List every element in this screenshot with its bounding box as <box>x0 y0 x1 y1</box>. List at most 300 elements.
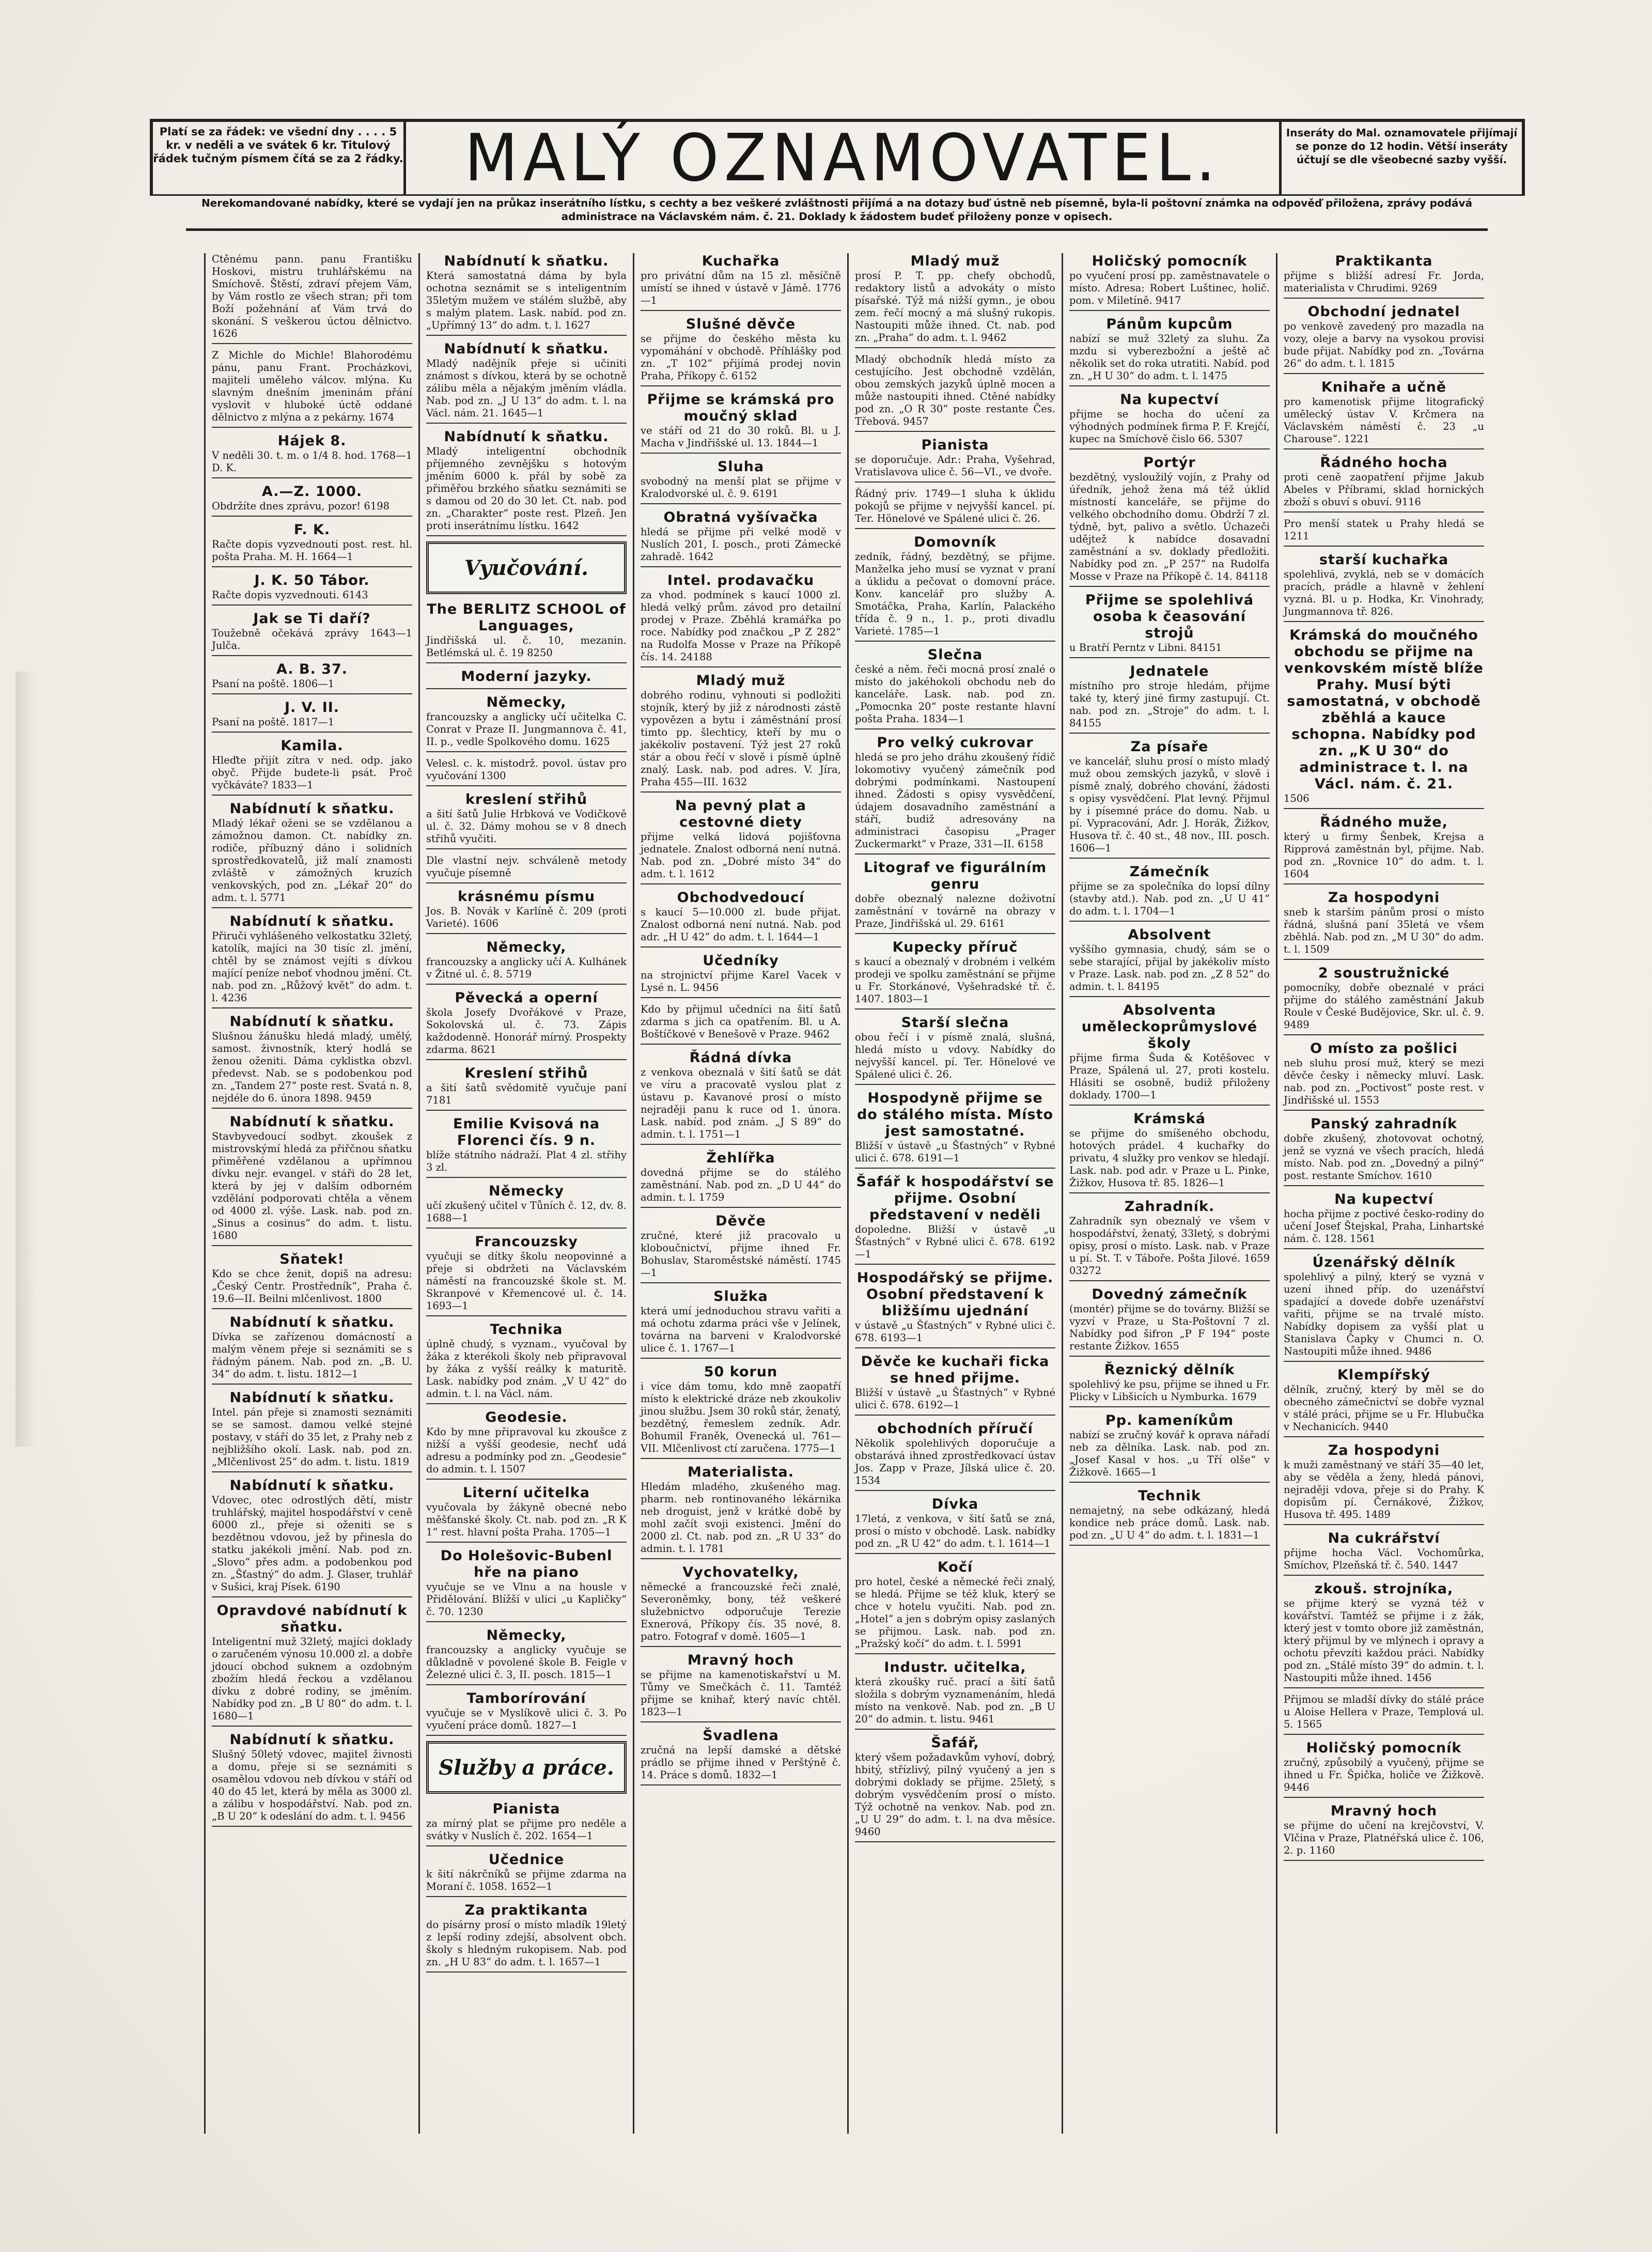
classified-ad <box>426 855 627 883</box>
ad-body: Toužebně očekává zprávy 1643—1 Julča. <box>212 627 412 651</box>
classified-ad <box>855 1174 1055 1265</box>
ad-body: hledá se přijme při velké modě v Nuslích 201, I. posch., proti Zámecké zahradě. 1642 <box>641 526 841 563</box>
ad-body: sneb k starším pánům prosí o místo řádná, slušná paní 35letá ve všem zběhlá. Nab. pod zn. „M U 30“ do adm. t. l. 1509 <box>1284 906 1484 955</box>
ad-headline: Řádného hocha <box>1320 455 1448 471</box>
classified-ad <box>426 1852 627 1897</box>
classified-ad <box>1284 1191 1484 1249</box>
ad-body: dovedná přijme se do stálého zaměstnání. Nab. pod zn. „D U 44“ do admin. t. l. 1759 <box>641 1167 841 1203</box>
ad-headline: Dívka <box>931 1496 979 1512</box>
classified-ad <box>426 1116 627 1178</box>
ad-body: francouzsky a anglicky vyučuje se důkladně v povolené škole B. Feigle v Železné ulici č. 3, II. posch. 1815—1 <box>426 1644 627 1681</box>
classified-ad <box>212 433 412 478</box>
classified-ad <box>1284 552 1484 622</box>
ad-headline: Hájek 8. <box>277 433 347 449</box>
ad-body: Slušnou žánušku hledá mladý, umělý, samost. živnostník, který hodlá se ženou oženiti. Dáma cyklistka obzvl. předevst. Nab. se s podobenkou pod zn. „Tandem 27“ poste rest. Svatá n. 8, nejdéle do 6. února 1898. 9459 <box>212 1030 412 1104</box>
classified-ad <box>1069 927 1270 997</box>
ad-headline: The BERLITZ SCHOOL of Languages, <box>427 601 626 634</box>
ad-body: proti ceně zaopatření přijme Jakub Abeles v Příbrami, sklad hornických zboží s obuví s obuví. 9116 <box>1284 471 1484 508</box>
classified-ad <box>641 572 841 667</box>
ad-body: Vdovec, otec odrostlých dětí, mistr truhlářský, majitel hospodářství v ceně 6000 zl., přeje si oženiti se s bezdětnou vdovou, jež by přinesla do statku jakékoli jmění. Nab. pod zn. „Slovo“ přes adm. a podobenkou pod zn. „Šťastný“ do adm. J. Glaser, truhlář v Sušici, kraj Písek. 6190 <box>212 1494 412 1593</box>
ad-body: nabízí se zručný kovář k oprava nářadí neb za dělníka. Lask. nab. pod zn. „Josef Kasal v hos. „u Tří olše“ v Žižkově. 1665—1 <box>1069 1429 1270 1478</box>
ad-headline: Za písaře <box>1130 739 1209 755</box>
classified-ad <box>641 1003 841 1045</box>
classified-ad <box>855 488 1055 529</box>
ad-body: Psaní na poště. 1817—1 <box>212 716 335 728</box>
ad-body: Mladý nadějník přeje si učiniti známost s dívkou, která by se ochotně zálibu měla a nějakým jměním vládla. Nab. pod zn. „J U 13“ do adm. t. l. na Václ. nám. 21. 1645—1 <box>426 358 627 419</box>
ad-body: blíže státního nádraží. Plat 4 zl. střihy 3 zl. <box>426 1149 627 1173</box>
ad-body: Dle vlastní nejv. schváleně metody vyučuje písemně <box>426 855 627 879</box>
ad-body: 17letá, z venkova, v šití šatů se zná, prosí o místo v obchodě. Lask. nabídky pod zn. „R U 42“ do adm. t. l. 1614—1 <box>855 1513 1055 1549</box>
classified-ad <box>855 1659 1055 1730</box>
classified-ad <box>855 1496 1055 1554</box>
ad-body: pro kamenotisk přijme litografický umělecký ústav V. Krčmera na Václavském náměstí č. 23 „u Charouse“. 1221 <box>1284 396 1484 445</box>
classified-ad <box>426 939 627 985</box>
ad-body: prosí P. T. pp. chefy obchodů, redaktory listů a advokáty o místo písařské. Týž má nižší gymn., je obou zem. řečí mocný a má slušný rukopis. Nastoupiti může ihned. Ct. nab. pod zn. „Praha“ do adm. t. l. 9462 <box>855 270 1055 344</box>
classified-ad <box>1284 1740 1484 1798</box>
insertion-notice: Inseráty do Mal. oznamovatele přijímají se ponze do 12 hodin. Větší inseráty účtují se dle všeobecné sazby vyšší. <box>1279 122 1522 194</box>
ad-headline: Nabídnutí k sňatku. <box>229 913 395 929</box>
ad-headline: Starší slečna <box>901 1015 1009 1031</box>
ad-body: úplně chudý, s vyznam., vyučoval by žáka z kterékoli školy neb připravoval by žáka z vyšší reálky k maturitě. Lask. nabídky pod znám. „V U 42“ do admin. t. l. na Václ. nám. <box>426 1338 627 1400</box>
classified-ad <box>855 1090 1055 1169</box>
ad-body: přijme se za společníka do lopsí dílny (stavby atd.). Nab. pod zn. „U U 41“ do adm. t. l. 1704—1 <box>1069 880 1270 917</box>
classified-ad <box>1069 1488 1270 1546</box>
ad-headline: Mravný hoch <box>687 1652 794 1668</box>
ad-body: Jos. B. Novák v Karlíně č. 209 (proti Varieté). 1606 <box>426 905 627 929</box>
ad-headline: Za hospodyni <box>1328 1442 1440 1458</box>
ad-headline: 2 soustružnické <box>1318 965 1450 981</box>
ad-headline: Technik <box>1138 1488 1201 1504</box>
ad-headline: F. K. <box>293 522 331 538</box>
classified-ad <box>641 1464 841 1559</box>
ad-headline: Na kupectví <box>1120 392 1219 408</box>
classified-ad <box>1069 864 1270 922</box>
ad-body: který všem požadavkům vyhoví, dobrý, hbitý, střízlivý, pilný vyučený a jen s dobrými doklady se přijme. 25letý, s dobrým vysvědčením prosí o místo. Týž ochotně na venkov. Nab. pod zn. „U U 29“ do adm. t. l. na dva měsíce. 9460 <box>855 1751 1055 1838</box>
ad-headline: Tamborírování <box>466 1690 586 1706</box>
page-title: MALÝ OZNAMOVATEL. <box>464 120 1221 196</box>
classified-ad <box>212 801 412 908</box>
classified-ad <box>426 1065 627 1111</box>
ad-headline: Přijme se spolehlivá osoba k čeasování strojů <box>1085 592 1254 641</box>
ad-body: obou řečí i v písmě znalá, slušná, hledá místo u vdovy. Nabídky do nejvyšší kancel. pí. Ter. Hönelové ve Spálené ulici č. 26. <box>855 1031 1055 1080</box>
ad-headline: 50 korun <box>704 1364 778 1380</box>
classified-ad <box>1069 1362 1270 1407</box>
ad-body: se doporučuje. Adr.: Praha, Vyšehrad, Vratislavova ulice č. 56—VI., ve dvoře. <box>855 454 1055 478</box>
classified-ad <box>212 611 412 656</box>
ad-body: Intel. pán přeje si znamosti seznámiti se se samost. damou velké stejné postavy, v stáří do 35 let, z Prahy neb z nejbližšího okolí. Lask. nab. pod zn. „Mlčenlivost 25“ do adm. t. listu. 1819 <box>212 1406 412 1468</box>
ad-body: Dívka se zařízenou domácností a malým věnem přeje si seznámiti se s řádným pánem. Nab. pod zn. „B. U. 34“ do adm. t. listu. 1812—1 <box>212 1331 412 1380</box>
ad-headline: Kuchařka <box>702 253 780 269</box>
ad-body: Pro menší statek u Prahy hledá se 1211 <box>1284 518 1484 542</box>
classified-ad <box>1284 455 1484 512</box>
classified-ad <box>426 1902 627 1973</box>
ad-headline: Nabídnutí k sňatku. <box>229 1314 395 1330</box>
classified-ad <box>855 860 1055 934</box>
ad-headline: Za hospodyni <box>1328 890 1440 906</box>
ad-body: dobře obeznalý nalezne doživotní zaměstnání v továrně na obrazy v Praze, Jindřišská ul. 29. 6161 <box>855 893 1055 929</box>
ad-body: zedník, řádný, bezdětný, se přijme. Manželka jeho musí se vyznat v praní a úklidu a pečovat o domovní práce. Konv. kancelář pro služby A. Smotáčka, Praha, Karlín, Palackého třída č. 9 n., 1. p., proti divadlu Varieté. 1785—1 <box>855 551 1055 637</box>
ad-headline: Pianista <box>921 437 989 453</box>
classified-ad <box>212 484 412 517</box>
ad-headline: Zahradník. <box>1124 1199 1215 1215</box>
ad-headline: Kupecky příruč <box>892 939 1018 955</box>
ad-body: dělník, zručný, který by měl se do obecného zámečnictví se dobře vyznal v stálé práci, přijme se u Fr. Hlubučka v Nechanicích. 9440 <box>1284 1384 1484 1433</box>
ad-body: Jindřišská ul. č. 10, mezanin. Betlémská ul. č. 19 8250 <box>426 634 627 659</box>
classified-ad <box>212 1390 412 1472</box>
ad-headline: Řádného muže, <box>1320 814 1448 830</box>
classified-ad <box>1284 253 1484 299</box>
classified-ad <box>212 572 412 605</box>
ad-headline: obchodních příručí <box>877 1421 1033 1437</box>
classified-ad <box>641 1564 841 1647</box>
classified-ad <box>212 1732 412 1827</box>
ad-headline: Děvče ke kuchaři ficka se hned přijme. <box>861 1354 1050 1386</box>
ad-headline: Slušné děvče <box>685 316 796 332</box>
ad-body: zručná na lepší damské a dětské prádlo se přijme ihned v Perštýně č. 14. Práce s domů. 1832—1 <box>641 1744 841 1781</box>
ad-headline: Technika <box>490 1322 563 1338</box>
classified-ad <box>426 1234 627 1316</box>
ad-headline: Krámská do moučného obchodu se přijme na venkovském místě blíže Prahy. Musí býti samostatná, v obchodě zběhlá a kauce schopna. Nabídky pod zn. „K U 30“ do administrace t. l. na Václ. nám. č. 21. <box>1284 627 1484 792</box>
classified-ad <box>855 534 1055 642</box>
ad-headline: Absolvent <box>1128 927 1211 943</box>
section-heading: Služby a práce. <box>426 1741 627 1794</box>
ad-headline: Holičský pomocník <box>1306 1740 1462 1756</box>
ad-body: vyučuje se ve Vlnu a na housle v Přidělování. Blížší v ulici „u Kapličky“ č. 70. 1230 <box>426 1581 627 1618</box>
classified-ad <box>212 700 412 733</box>
ad-headline: Německy <box>489 1183 564 1199</box>
classified-ad <box>641 316 841 386</box>
ad-body: a šití šatů svědomitě vyučuje paní 7181 <box>426 1082 627 1106</box>
ad-headline: krásnému písmu <box>458 889 595 905</box>
classified-ad <box>426 1485 627 1543</box>
ad-headline: Nabídnutí k sňatku. <box>229 1390 395 1406</box>
classified-ad <box>212 661 412 694</box>
ad-body: dobrého rodinu, vyhnouti si podložiti stojník, který by již z národnosti zástě vypovězen a bytu i záměstnání prosí timto pp. šlechticy, kteří by mu o jakékoliv postavení. Týž jest 27 roků stár a obou řečí v slově i písmě úplně znalý. Lask. nab. pod adres. V. Jíra, Praha 455—III. 1632 <box>641 689 841 788</box>
ad-headline: Na cukrářství <box>1328 1530 1440 1546</box>
ad-body: Která samostatná dáma by byla ochotna seznámit se s inteligentním 35letým mužem ve stálém službě, aby s malým platem. Lask. nabíd. pod zn. „Upřímný 13“ do adm. t. l. 1627 <box>426 270 627 331</box>
ad-headline: Moderní jazyky. <box>461 669 592 685</box>
classified-ad <box>855 1559 1055 1654</box>
classified-ad <box>426 1690 627 1736</box>
ad-headline: Německy, <box>486 694 567 710</box>
ad-body: vyučuje se v Myslíkově ulici č. 3. Po vyučení práce domů. 1827—1 <box>426 1707 627 1731</box>
ad-headline: Nabídnutí k sňatku. <box>229 1478 395 1494</box>
ad-headline: Mladý muž <box>696 673 786 689</box>
ad-body: k šití nákrčníků se přijme zdarma na Moraní č. 1058. 1652—1 <box>426 1868 627 1892</box>
ad-headline: Mravný hoch <box>1330 1803 1438 1819</box>
ad-body: do písárny prosí o místo mladík 19letý z lepší rodiny zdejší, absolvent obch. školy s hledným rukopisem. Nab. pod zn. „H U 83“ do adm. t. l. 1657—1 <box>426 1919 627 1968</box>
classified-ad <box>212 913 412 1008</box>
ad-body: se přijme do smíšeného obchodu, hotových prádel. 4 kuchařky do privatu, 4 služky pro venkov se hledají. Lask. nab. pod adr. v Praze u L. Pinke, Žižkov, Husova tř. 85. 1826—1 <box>1069 1127 1270 1189</box>
classified-ad <box>1284 1367 1484 1437</box>
classified-ad <box>212 253 412 344</box>
ad-headline: Švadlena <box>703 1728 779 1744</box>
ad-headline: kreslení střihů <box>465 791 588 807</box>
ad-body: Bližší v ústavě „u Šťastných“ v Rybné ulici č. 678. 6192—1 <box>855 1387 1055 1411</box>
ad-body: 1506 <box>1284 793 1310 804</box>
ad-body: z venkova obeznalá v šití šatů se dát ve víru a pracovatě vyslou plat z ústavu p. Kavanové prosí o místo nejraději panu k ruce od 1. února. Lask. nabíd. pod znám. „J S 89“ do admin. t. l. 1751—1 <box>641 1066 841 1140</box>
ad-body: který u firmy Šenbek, Krejsa a Ripprová zaměstnán byl, přijme. Nab. pod zn. „Rovnice 10“ do adm. t. l. 1604 <box>1284 831 1484 880</box>
ad-body: (montér) přijme se do továrny. Bližší se vyzví v Praze, u Sta-Poštovní 7 zl. Nabídky pod šifron „P F 194“ poste restante Žižkov. 1655 <box>1069 1303 1270 1352</box>
ad-headline: Mladý muž <box>910 253 1000 269</box>
classified-ad <box>426 791 627 849</box>
classified-ad <box>1284 1530 1484 1576</box>
classified-ad <box>426 694 627 752</box>
ad-headline: Obchodvedoucí <box>677 890 805 906</box>
ad-headline: Za praktikanta <box>464 1902 588 1918</box>
ad-body: k muži zaměstnaný ve stáří 35—40 let, aby se věděla a ženy, hledá pánovi, nejraději vdova, přeje si do Prahy. K dopisům pí. Černákové, Žižkov, Husova tř. 495. 1489 <box>1284 1459 1484 1520</box>
ad-body: místního pro stroje hledám, přijme také ty, který jiné firmy zastupují. Ct. nab. pod zn. „Stroje“ do adm. t. l. 84155 <box>1069 680 1270 729</box>
ad-body: hocha přijme z poctivé česko-rodiny do učení Josef Štejskal, Praha, Linhartské nám. č. 128. 1561 <box>1284 1208 1484 1245</box>
ad-body: Inteligentní muž 32letý, majíci doklady o zaručeném výnosu 10.000 zl. a dobře jdoucí obchod suknem a ozdobným zbožím hledá řeckou a vzdělanou dívku z dobré rodiny, se jměním. Nabídky pod zn. „B U 80“ do adm. t. l. 1680—1 <box>212 1636 412 1722</box>
ad-headline: zkouš. strojníka, <box>1314 1581 1454 1597</box>
ad-body: vyučuji se dítky školu neopovinné a přeje si obdržeti na Václavském náměstí na francouzské škole st. M. Skranpové v Křemencové ul. č. 14. 1693—1 <box>426 1250 627 1312</box>
ad-headline: Holičský pomocník <box>1092 253 1248 269</box>
classified-ad <box>426 1322 627 1404</box>
column-6 <box>1277 253 1490 2134</box>
ad-headline: Šafář k hospodářství se přijme. Osobní představení v neděli <box>856 1174 1054 1223</box>
ad-headline: Pianista <box>492 1801 560 1817</box>
ad-headline: Na pevný plat a cestovné diety <box>675 798 806 830</box>
ad-headline: Německy, <box>486 1627 567 1643</box>
classified-ad <box>855 1735 1055 1842</box>
classified-ad <box>1284 518 1484 547</box>
classified-ad <box>855 353 1055 432</box>
ad-body: pro privátní dům na 15 zl. měsíčně umístí se ihned v ústavě v Jámě. 1776—1 <box>641 270 841 306</box>
ad-body: a šití šatů Julie Hrbková ve Vodičkově ul. č. 32. Dámy mohou se v 8 dnech střihů vyučiti. <box>426 808 627 845</box>
ad-body: Zahradník syn obeznalý ve všem v hospodářství, ženatý, 33letý, s dobrými opisy, prosí o místo. Lask. nab. v Praze u pí. St. T. v Táboře. Pošta Jilové. 1659 03272 <box>1069 1215 1270 1277</box>
classified-ad <box>855 647 1055 729</box>
ad-body: Ctěnému pann. panu Františku Hoskovi, mistru truhlářskému na Smíchově. Štěstí, zdraví přejem Vám, by Vám rostlo ze všech stran; při tom Boží požehnání ať Vám trvá do skonání. S veškerou úctou dělnictvo. 1626 <box>212 253 412 339</box>
classified-ad <box>1284 890 1484 960</box>
ad-body: u Bratří Perntz v Libni. 84151 <box>1069 642 1222 654</box>
classified-ad <box>426 757 627 786</box>
ad-body: se přijme do českého města ku vypomáhání v obchodě. Příhlášky pod zn. „T 102“ přijímá prodej novin Praha, Příkopy č. 6152 <box>641 333 841 382</box>
classified-ad <box>641 798 841 884</box>
ad-body: s kaucí a obeznalý v drobném i velkém prodeji ve spolku zaměstnání se přijme u Fr. Storkánové, Vyšehradské tř. č. 1407. 1803—1 <box>855 956 1055 1005</box>
classified-ad <box>212 1314 412 1385</box>
ad-body: Hledám mladého, zkušeného mag. pharm. neb rontinovaného lékárnika neb droguist, jenž v krátké době by mohl začít svoji existenci. Jmění do 2000 zl. Ct. nab. pod zn. „R U 33“ do admin. t. l. 1781 <box>641 1481 841 1555</box>
classified-ad <box>1069 253 1270 311</box>
ad-headline: Domovník <box>914 534 996 550</box>
ad-headline: Zámečník <box>1129 864 1210 880</box>
ad-body: zručné, které již pracovalo u kloboučnictví, přijme ihned Fr. Bohuslav, Staroměstské náměstí. 1745—1 <box>641 1230 841 1279</box>
section-heading: Vyučování. <box>426 541 627 594</box>
ad-headline: Knihaře a učně <box>1321 379 1447 395</box>
ad-headline: Emilie Kvisová na Florenci čís. 9 n. <box>453 1116 600 1148</box>
ad-body: vyučovala by žákyně obecné nebo měšťanské školy. Ct. nab. pod zn. „R K 1“ rest. hlavní pošta Praha. 1705—1 <box>426 1501 627 1538</box>
classified-ad <box>1069 1111 1270 1193</box>
masthead <box>150 119 1525 196</box>
classified-ad <box>1284 1694 1484 1735</box>
ad-body: za vhod. podmínek s kaucí 1000 zl. hledá velký prům. závod pro detailní prodej v Praze. Zběhlá kramářka po roce. Nabídky pod značkou „P Z 282“ na Rudolfa Mosse v Praze na Příkopě čís. 14. 24188 <box>641 589 841 663</box>
classified-ad <box>426 253 627 336</box>
ad-body: za mírný plat se přijme pro neděle a svátky v Nuslích č. 202. 1654—1 <box>426 1818 627 1842</box>
ad-body: německé a francouzské řeči znalé, Severoněmky, bony, též veškeré služebnictvo odporučuje Terezie Exnerová, Příkopy čís. 35 nové, 8. patro. Fotograf v domě. 1605—1 <box>641 1581 841 1642</box>
classified-ad <box>212 1251 412 1309</box>
ad-headline: Služka <box>713 1288 768 1304</box>
ad-headline: starší kuchařka <box>1319 552 1449 568</box>
classified-ad <box>1284 1040 1484 1111</box>
ad-body: po venkově zavedený pro mazadla na vozy, oleje a barvy na vysokou provisi bude přijat. Nabídky pod zn. „Továrna 26“ do adm. t. l. 1815 <box>1284 320 1484 369</box>
ad-body: na strojnictví přijme Karel Vacek v Lysé n. L. 9456 <box>641 969 841 993</box>
ad-headline: Nabídnutí k sňatku. <box>229 1114 395 1130</box>
ad-headline: J. K. 50 Tábor. <box>254 572 370 588</box>
ad-body: Stavbyvedoucí sodbyt. zkoušek z mistrovskýmí hledá za přiřčnou sňatku přiměřené vzdělanou a upřímnou dívku nejr. evangel. v stáři do 28 let, která by jej v dalším odborném vzdělání podporovati chtěla a věnem od 4000 zl. výše. Lask. nab. pod zn. „Sinus a cosinus“ do adm. t. listu. 1680 <box>212 1130 412 1241</box>
classified-ad <box>1284 814 1484 884</box>
column-4 <box>849 253 1063 2134</box>
classified-ad <box>1284 1254 1484 1362</box>
pricing-notice: Platí se za řádek: ve všední dny . . . . 5 kr. v neděli a ve svátek 6 kr. Titulový řádek tučným písmem čítá se za 2 řádky. <box>153 122 406 194</box>
classified-ad <box>426 1801 627 1846</box>
ad-body: Račte dopis vyzvednouti post. rest. hl. pošta Praha. M. H. 1664—1 <box>212 538 412 563</box>
ad-headline: Absolventa uměleckoprůmyslové školy <box>1081 1002 1258 1051</box>
ad-body: se přijme do učení na krejčovství, V. Vlčina v Praze, Platnéřská ulice č. 106, 2. p. 1160 <box>1284 1820 1484 1856</box>
ad-body: nemajetný, na sebe odkázaný, hledá kondice neb práce domů. Lask. nab. pod zn. „U U 4“ do adm. t. l. 1831—1 <box>1069 1504 1270 1541</box>
ad-body: Kdo by mne připravoval ku zkoušce z nižší a vyšší geodesie, nechť udá adresu a podmínky pod zn. „Geodesie“ do admin. t. l. 1507 <box>426 1426 627 1475</box>
ad-body: Obdržíte dnes zprávu, pozor! 6198 <box>212 500 390 512</box>
classified-ad <box>1069 1412 1270 1483</box>
classified-ad <box>641 1728 841 1785</box>
ad-headline: Panský zahradník <box>1311 1116 1457 1132</box>
ad-headline: Opravdové nabídnutí k sňatku. <box>216 1603 408 1635</box>
ad-headline: Jak se Ti daří? <box>253 611 371 627</box>
ad-body: která umí jednoduchou stravu vařiti a má ochotu zdarma práci vše v Jelínek, továrna na barveni v Kralodvorské ulice č. 1. 1767—1 <box>641 1305 841 1354</box>
ad-body: bezdětný, vysloužilý vojín, z Prahy od úředník, jehož žena má též úklid místností kanceláře, se přijme do velkého obchodního domu. Obdrží 7 zl. týdně, byt, palivo a světlo. Úchazeči udějtež k nabídce dosavadní zaměstnání a sv. doklady předložiti. Nabídky pod zn. „P 257“ na Rudolfa Mosse v Praze na Příkopě č. 14. 84118 <box>1069 471 1270 582</box>
ad-headline: Vychovatelky, <box>682 1564 799 1580</box>
classified-ad <box>855 1015 1055 1085</box>
classified-ad <box>855 939 1055 1009</box>
classified-ad <box>641 1364 841 1459</box>
classifieds-columns <box>204 253 1490 2134</box>
ad-headline: Klempířský <box>1337 1367 1431 1383</box>
ad-headline: Pánům kupcům <box>1106 316 1233 332</box>
ad-headline: Obratná vyšívačka <box>663 509 818 525</box>
ad-headline: Děvče <box>715 1213 766 1229</box>
ad-headline: A.—Z. 1000. <box>261 484 363 500</box>
classified-ad <box>1284 304 1484 374</box>
ad-body: Mladý obchodník hledá místo za cestujícího. Jest obchodně vzdělán, obou zemských jazyků úplně mocen a může nastoupiti ihned. Ctěné nabídky pod zn. „O R 30“ poste restante Čes. Třebová. 9457 <box>855 353 1055 427</box>
ad-body: Řádný priv. 1749—1 sluha k úklidu pokojů se přijme v nejvyšší kancel. pí. Ter. Hönelové ve Spálené ulici č. 26. <box>855 488 1055 524</box>
ad-body: dobře zkušený, zhotovovat ochotný, jenž se vyzná ve všech pracích, hledá místo. Nab. pod zn. „Dovedný a pilný“ post. restante Smíchov. 1610 <box>1284 1132 1484 1182</box>
ad-headline: Přijme se krámská pro moučný sklad <box>647 392 835 424</box>
ad-body: české a něm. řeči mocná prosí znalé o místo do jakéhokoli obchodu neb do kanceláře. Lask. nab. pod zn. „Pomocnka 20“ poste restante hlavní pošta Praha. 1834—1 <box>855 663 1055 725</box>
ad-headline: J. V. II. <box>284 700 340 716</box>
ad-body: přijme firma Šuda & Kotěšovec v Praze, Spálená ul. 27, proti kostelu. Hlásiti se osobně, budiž přiloženy doklady. 1700—1 <box>1069 1052 1270 1101</box>
ad-body: Přijmou se mladší dívky do stálé práce u Aloise Hellera v Praze, Templová ul. 5. 1565 <box>1284 1694 1484 1730</box>
ad-headline: Kamila. <box>280 738 344 754</box>
ad-body: přijme s bližší adresí Fr. Jorda, materialista v Chrudimi. 9269 <box>1284 270 1484 294</box>
ad-body: Bližší v ústavě „u Šťastných“ v Rybné ulici č. 678. 6191—1 <box>855 1140 1055 1164</box>
ad-body: Hleďte přijít zítra v ned. odp. jako obyč. Přijde budete-li psát. Proč vyčkáváte? 1833—1 <box>212 754 412 791</box>
ad-body: Z Michle do Michle! Blahorodému pánu, panu Frant. Procházkovi, majiteli uměleho válcov. mlýna. Ku slavným dnešním jmeninám přání vyslovit v hluboké úctě oddané dělnictvo z mlýna a z pekárny. 1674 <box>212 349 412 423</box>
classified-ad <box>212 349 412 428</box>
classified-ad <box>641 953 841 998</box>
classified-ad <box>1284 379 1484 449</box>
classified-ad <box>1069 739 1270 859</box>
ad-body: Kdo se chce ženit, dopiš na adresu: „Český Centr. Prostředník“, Praha č. 19.6—II. Beilni mlčenlivost. 1800 <box>212 1268 412 1304</box>
classified-ad <box>426 990 627 1060</box>
ad-headline: Hospodyně přijme se do stálého místa. Místo jest samostatné. <box>856 1090 1054 1139</box>
classified-ad <box>855 735 1055 855</box>
classified-ad <box>641 459 841 504</box>
classified-ad <box>1069 455 1270 587</box>
ad-body: s kaucí 5—10.000 zl. bude přijat. Znalost odborná není nutná. Nab. pod adr. „H U 42“ do adm. t. l. 1644—1 <box>641 906 841 943</box>
ad-body: v ústavě „u Šťastných“ v Rybné ulici č. 678. 6193—1 <box>855 1319 1055 1344</box>
classified-ad <box>1069 663 1270 734</box>
classified-ad <box>641 509 841 567</box>
classified-ad <box>1069 392 1270 449</box>
ad-headline: O místo za pošlici <box>1310 1040 1458 1057</box>
ad-body: i více dám tomu, kdo mně zaopatří místo k elektrické dráze neb zkoukoliv jinou službu. Jsem 30 roků stár, ženatý, bezdětný, řemeslem zedník. Adr. Bohumil Franěk, Ovenecká ul. 761—VII. Mlčenlivost ctí zaručena. 1775—1 <box>641 1380 841 1454</box>
classified-ad <box>1069 592 1270 658</box>
ad-headline: Řádná dívka <box>689 1050 792 1066</box>
ad-headline: Intel. prodavačku <box>667 572 815 588</box>
classified-ad <box>1069 1002 1270 1106</box>
ad-body: nabízí se muž 32letý za sluhu. Za mzdu si vyberezbožní a ještě ač několik set do roka utratiti. Nabíd. pod zn. „H U 30“ do adm. t. l. 1475 <box>1069 333 1270 382</box>
ad-body: přijme velká lidová pojišťovna jednatele. Znalost odborná není nutná. Nab. pod zn. „Dobré místo 34“ do adm. t. l. 1612 <box>641 831 841 880</box>
ad-headline: Úzenářský dělník <box>1312 1254 1456 1270</box>
ad-headline: Literní učitelka <box>462 1485 590 1501</box>
ad-body: která zkoušky ruč. prací a šití šatů složila s dobrým vyznamenáním, hledá místo na venkově. Nab. pod zn. „B U 20“ do admin. t. listu. 9461 <box>855 1676 1055 1725</box>
classified-ad <box>1069 316 1270 386</box>
ad-body: po vyučení prosí pp. zaměstnavatele o místo. Adresa: Robert Luštinec, holič. pom. v Miletíně. 9417 <box>1069 270 1270 306</box>
ad-body: ve stáří od 21 do 30 roků. Bl. u J. Macha v Jindřišské ul. 13. 1844—1 <box>641 425 841 449</box>
ad-body: pro hotel, české a německé řeči znalý, se hledá. Přijme se též kluk, který se chce v hotelu vyučiti. Nab. pod zn. „Hotel“ a jen s dobrým opisy zaslaných se přijmou. Lask. nab. pod zn. „Pražský kočí“ do adm. t. l. 5991 <box>855 1576 1055 1650</box>
classified-ad <box>212 1114 412 1246</box>
ad-body: neb sluhu prosí muž, který se mezi děvče česky i německy mluví. Lask. nab. pod zn. „Poctivost“ poste rest. v Jindřišské ul. 1553 <box>1284 1057 1484 1106</box>
ad-body: hledá se pro jeho dráhu zkoušený řídič lokomotivy vyučený zámečník pod dobrými podmínkami. Nastoupení ihned. Žádosti s opisy vysvědčení, údajem dosavadního zaměstnání a stáří, budiž adresovány na administraci časopisu „Prager Zuckermarkt“ v Praze, 331—II. 6158 <box>855 751 1055 850</box>
ad-body: Přiruči vyhlášeného velkostatku 32letý, katolík, majíci na 30 tisíc zl. jmění, chtěl by se známost vejíti s dívkou mající peníze neboť vhodnou jmění. Ct. nab. pod zn. „Růžový květ“ do adm. t. l. 4236 <box>212 930 412 1004</box>
ad-headline: Francouzsky <box>475 1234 578 1250</box>
column-2 <box>420 253 634 2134</box>
ad-headline: Geodesie. <box>485 1409 568 1425</box>
classified-ad <box>212 522 412 567</box>
ad-body: svobodný na menší plat se přijme v Kralodvorské ul. č. 9. 6191 <box>641 475 841 500</box>
classified-ad <box>855 1270 1055 1348</box>
ad-headline: Krámská <box>1133 1111 1206 1127</box>
ad-body: Několik spolehlivých doporučuje a obstarává ihned zprostředkovací ústav Jos. Zapp v Praze, Jílská ulice č. 20. 1534 <box>855 1437 1055 1486</box>
ad-headline: Praktikanta <box>1335 253 1433 269</box>
ad-headline: Nabídnutí k sňatku. <box>444 429 609 445</box>
ad-body: spolehlivý ke psu, přijme se ihned u Fr. Plicky v Libšicích u Nymburka. 1679 <box>1069 1378 1270 1403</box>
ad-headline: Dovedný zámečník <box>1092 1286 1248 1302</box>
ad-headline: Nabídnutí k sňatku. <box>229 801 395 817</box>
classified-ad <box>855 253 1055 348</box>
ad-body: přijme hocha Václ. Vochomůrka, Smíchov, Plzeňská tř. č. 540. 1447 <box>1284 1547 1484 1571</box>
ad-headline: Litograf ve figurálním genru <box>863 860 1047 892</box>
ad-body: spolehlivý a pilný, který se vyzná v uzení ihned příp. do uzenářství spadající a dovede dobře uzenářství vařiti, přijme se na trvalé místo. Nabídky dopisem za vyšší plat u Stanislava Čapky v Chumci n. O. Nastoupiti může ihned. 9486 <box>1284 1271 1484 1357</box>
ad-body: učí zkušený učitel v Tůních č. 12, dv. 8. 1688—1 <box>426 1200 627 1224</box>
ad-headline: Nabídnutí k sňatku. <box>444 253 609 269</box>
ad-body: Kdo by přijmul učedníci na šití šatů zdarma s jich ca opatřením. Bl. u A. Boštíčkové v Benešově v Praze. 9462 <box>641 1003 841 1040</box>
ad-body: se přijme který se vyzná též v kovářství. Tamtéž se přijme i z žák, který jest v tomto obore již zaměstnán, který přijmul by ve mlýnech i opravy a ochotu převzíti každou práci. Nabídky pod zn. „Stálé místo 39“ do admin. t. l. Nastoupiti může ihned. 1456 <box>1284 1597 1484 1684</box>
ad-headline: Materialista. <box>687 1464 794 1480</box>
ad-headline: Učedníky <box>703 953 779 969</box>
ad-body: francouzsky a anglicky učí učitelka C. Conrat v Praze II. Jungmannova č. 41, II. p., vedle Spolkového domu. 1625 <box>426 711 627 748</box>
ad-headline: Hospodářský se přijme. Osobní představení k bližšímu ujednání <box>856 1270 1054 1319</box>
ad-body: francouzsky a anglicky učí A. Kulhánek v Žitné ul. č. 8. 5719 <box>426 956 627 980</box>
ad-headline: Industr. učitelka, <box>884 1659 1026 1675</box>
classified-ad <box>426 429 627 536</box>
ad-body: se přijme na kamenotiskařství u M. Tůmy ve Smečkách č. 11. Tamtéž přijme se knihař, který navíc chtěl. 1823—1 <box>641 1669 841 1718</box>
classified-ad <box>212 738 412 796</box>
ad-body: ve kancelář, sluhu prosí o místo mladý muž obou zemských jazyků, v slově i písmě znalý, dobrého chování, žádosti s opisy vysvědčení. Plat levný. Přijmul by i písemné práce do domu. Nab. u pí. Vypracování, Adr. J. Horák, Žižkov, Husova tř. č. 40 st., 48 nov., III. posch. 1606—1 <box>1069 755 1270 854</box>
ad-body: Mladý lékař oženi se se vzdělanou a zámožnou damon. Ct. nabídky zn. rodiče, příbuzný dáno i solidních sprostředkovatelů, již malí znamosti zvláště v zámožných kruzích venkovských, pod zn. „Lékař 20“ do adm. t. l. 5771 <box>212 817 412 904</box>
ad-headline: Německy, <box>486 939 567 955</box>
ad-headline: Sňatek! <box>279 1251 345 1267</box>
ad-headline: Nabídnutí k sňatku. <box>444 341 609 357</box>
